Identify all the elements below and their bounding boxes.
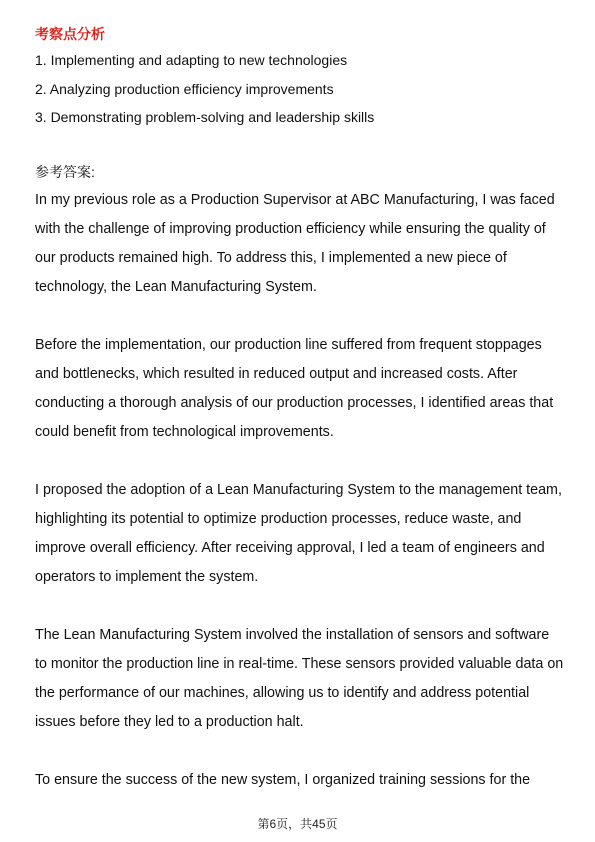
answer-paragraph: Before the implementation, our production line suffered from frequent stoppages and bottlenecks, which resulted in reduced output and increased costs. After conducting a thorough analysis of our production processes, I identified areas that could benefit from technological improvements. bbox=[35, 337, 554, 440]
answer-body bbox=[35, 186, 565, 795]
answer-label: 参考答案: bbox=[35, 164, 95, 180]
answer-paragraph: In my previous role as a Production Supervisor at ABC Manufacturing, I was faced with the challenge of improving production efficiency while ensuring the quality of our products remained high. To address this, I implemented a new piece of technology, the Lean Manufacturing System. bbox=[35, 192, 555, 295]
assessment-point: 2. Analyzing production efficiency improvements bbox=[35, 80, 334, 97]
answer-paragraph: I proposed the adoption of a Lean Manufacturing System to the management team, highlighting its potential to optimize production processes, reduce waste, and improve overall efficiency. After receiving approval, I led a team of engineers and operators to implement the system. bbox=[35, 482, 562, 585]
assessment-point: 1. Implementing and adapting to new technologies bbox=[35, 52, 348, 68]
assessment-points-list bbox=[35, 50, 565, 127]
answer-paragraph: The Lean Manufacturing System involved the installation of sensors and software to monitor the production line in real-time. These sensors provided valuable data on the performance of our machines, allowing us to identify and address potential issues before they led to a production halt. bbox=[35, 627, 564, 730]
page-number: 第6页，共45页 bbox=[257, 817, 338, 831]
answer-paragraph: To ensure the success of the new system, I organized training sessions for the bbox=[35, 772, 531, 788]
assessment-point: 3. Demonstrating problem-solving and leadership skills bbox=[35, 109, 375, 125]
section-title: 考察点分析 bbox=[35, 26, 105, 42]
document-page bbox=[35, 24, 565, 824]
